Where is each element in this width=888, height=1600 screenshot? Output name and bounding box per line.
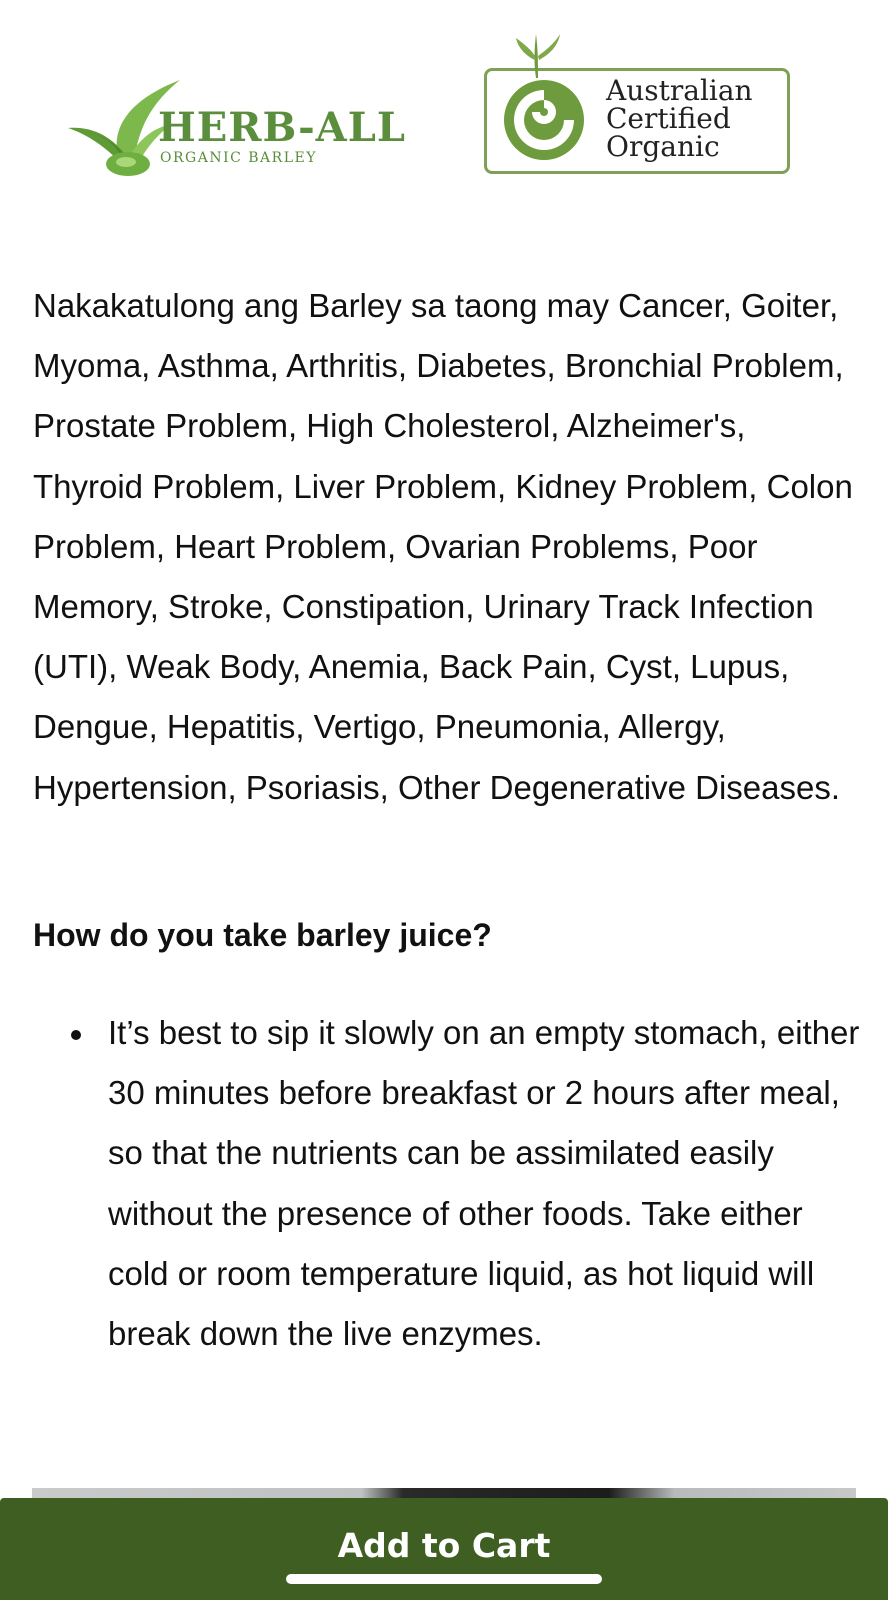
herb-all-wordmark: HERB-ALL <box>158 104 406 151</box>
home-indicator[interactable] <box>286 1574 602 1584</box>
certification-line-2: Certified <box>606 102 731 135</box>
list-item-text: It’s best to sip it slowly on an empty stomach, either 30 minutes before breakfast or 2 hours after meal, so that the nutrients can be assimilated easily without the presence of other foods. Take either cold or room temperature liquid, as hot liquid will break down the live enzymes. <box>108 1014 860 1353</box>
bullet-icon <box>71 1030 81 1040</box>
add-to-cart-button[interactable] <box>0 1498 888 1600</box>
how-to-heading: How do you take barley juice? <box>33 917 492 953</box>
product-description: Nakakatulong ang Barley sa taong may Cancer, Goiter, Myoma, Asthma, Arthritis, Diabetes, Bronchial Problem, Prostate Problem, High Cholesterol, Alzheimer's, Thyroid Problem, Liver Problem, Kidney Problem, Colon Problem, Heart Problem, Ovarian Problems, Poor Memory, Stroke, Constipation, Urinary Track Infection (UTI), Weak Body, Anemia, Back Pain, Cyst, Lupus, Dengue, Hepatitis, Vertigo, Pneumonia, Allergy, Hypertension, Psoriasis, Other Degenerative Diseases. <box>33 287 853 806</box>
logo-banner <box>0 0 888 200</box>
certification-line-3: Organic <box>606 130 720 163</box>
organic-swirl-icon <box>500 76 588 164</box>
sprout-icon <box>512 30 562 80</box>
herb-all-tagline: ORGANIC BARLEY <box>160 150 317 166</box>
add-to-cart-label: Add to Cart <box>337 1526 551 1565</box>
certification-line-1: Australian <box>606 74 753 107</box>
how-to-list <box>33 1003 863 1364</box>
certification-text <box>606 74 753 163</box>
herb-all-logo <box>68 70 406 180</box>
list-item <box>33 1003 863 1364</box>
